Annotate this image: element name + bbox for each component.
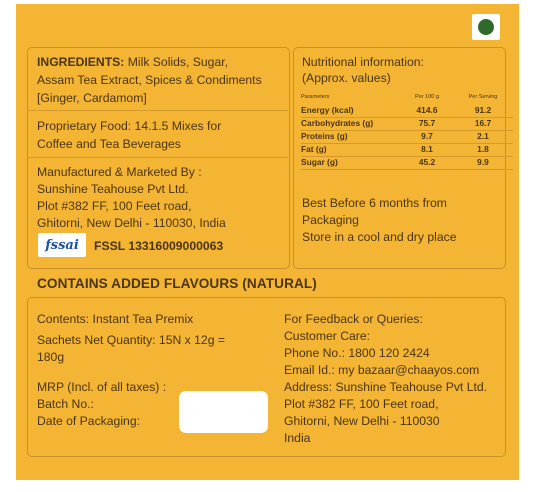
ingredients-label: INGREDIENTS: [37, 55, 125, 69]
header-per-100g: Per 100 g [415, 94, 439, 100]
flavours-heading: CONTAINS ADDED FLAVOURS (NATURAL) [37, 276, 317, 291]
row-label: Sugar (g) [301, 157, 401, 170]
table-row [301, 144, 513, 157]
feedback-address-4: India [284, 431, 311, 445]
ingredients-line-1 [37, 54, 228, 71]
storage-instruction: Store in a cool and dry place [302, 230, 457, 244]
table-row [301, 157, 513, 170]
fssai-license: FSSL 13316009000063 [94, 239, 224, 253]
nutrition-title: Nutritional information: [302, 55, 424, 69]
feedback-phone: Phone No.: 1800 120 2424 [284, 346, 430, 360]
vegetarian-icon [472, 14, 500, 40]
table-row [301, 118, 513, 131]
header-parameters: Parameters [301, 94, 330, 100]
feedback-address-1: Address: Sunshine Teahouse Pvt Ltd. [284, 380, 488, 394]
row-per-100g: 75.7 [401, 118, 453, 131]
row-per-100g: 9.7 [401, 131, 453, 144]
feedback-address-3: Ghitorni, New Delhi - 110030 [284, 414, 440, 428]
net-quantity-line-1: Sachets Net Quantity: 15N x 12g = [37, 333, 225, 347]
ingredients-line-3: [Ginger, Cardamom] [37, 91, 147, 105]
feedback-line-2: Customer Care: [284, 329, 371, 343]
manufacturer-line-2: Sunshine Teahouse Pvt Ltd. [37, 182, 189, 196]
row-label: Energy (kcal) [301, 105, 401, 118]
divider [28, 157, 288, 158]
row-per-serving: 9.9 [453, 157, 513, 170]
print-area-blank [179, 391, 268, 433]
contents-text: Contents: Instant Tea Premix [37, 312, 194, 326]
row-label: Carbohydrates (g) [301, 118, 401, 131]
row-per-serving: 91.2 [453, 105, 513, 118]
manufacturer-line-3: Plot #382 FF, 100 Feet road, [37, 199, 192, 213]
nutrition-subtitle: (Approx. values) [302, 71, 391, 85]
packaging-date-label: Date of Packaging: [37, 414, 140, 428]
row-per-100g: 45.2 [401, 157, 453, 170]
best-before-line-1: Best Before 6 months from [302, 196, 447, 210]
row-label: Proteins (g) [301, 131, 401, 144]
veg-dot [478, 19, 494, 35]
manufacturer-line-4: Ghitorni, New Delhi - 110030, India [37, 216, 226, 230]
row-per-serving: 1.8 [453, 144, 513, 157]
net-quantity-line-2: 180g [37, 350, 65, 364]
row-per-serving: 16.7 [453, 118, 513, 131]
ingredients-line-2: Assam Tea Extract, Spices & Condiments [37, 73, 262, 87]
ingredients-text: Milk Solids, Sugar, [127, 55, 228, 69]
feedback-email: Email Id.: my bazaar@chaayos.com [284, 363, 480, 377]
fssai-logo: fssai [38, 233, 86, 257]
table-header-row [301, 92, 513, 105]
feedback-line-1: For Feedback or Queries: [284, 312, 423, 326]
header-per-serving: Per Serving [468, 94, 498, 100]
proprietary-line-2: Coffee and Tea Beverages [37, 137, 181, 151]
table-row [301, 131, 513, 144]
best-before-line-2: Packaging [302, 213, 359, 227]
mrp-label: MRP (Incl. of all taxes) : [37, 380, 167, 394]
divider [28, 110, 288, 111]
manufacturer-line-1: Manufactured & Marketed By : [37, 165, 202, 179]
nutrition-table [301, 92, 513, 170]
proprietary-line-1: Proprietary Food: 14.1.5 Mixes for [37, 119, 222, 133]
row-per-serving: 2.1 [453, 131, 513, 144]
table-row [301, 105, 513, 118]
feedback-address-2: Plot #382 FF, 100 Feet road, [284, 397, 439, 411]
row-per-100g: 414.6 [401, 105, 453, 118]
batch-label: Batch No.: [37, 397, 94, 411]
row-per-100g: 8.1 [401, 144, 453, 157]
row-label: Fat (g) [301, 144, 401, 157]
